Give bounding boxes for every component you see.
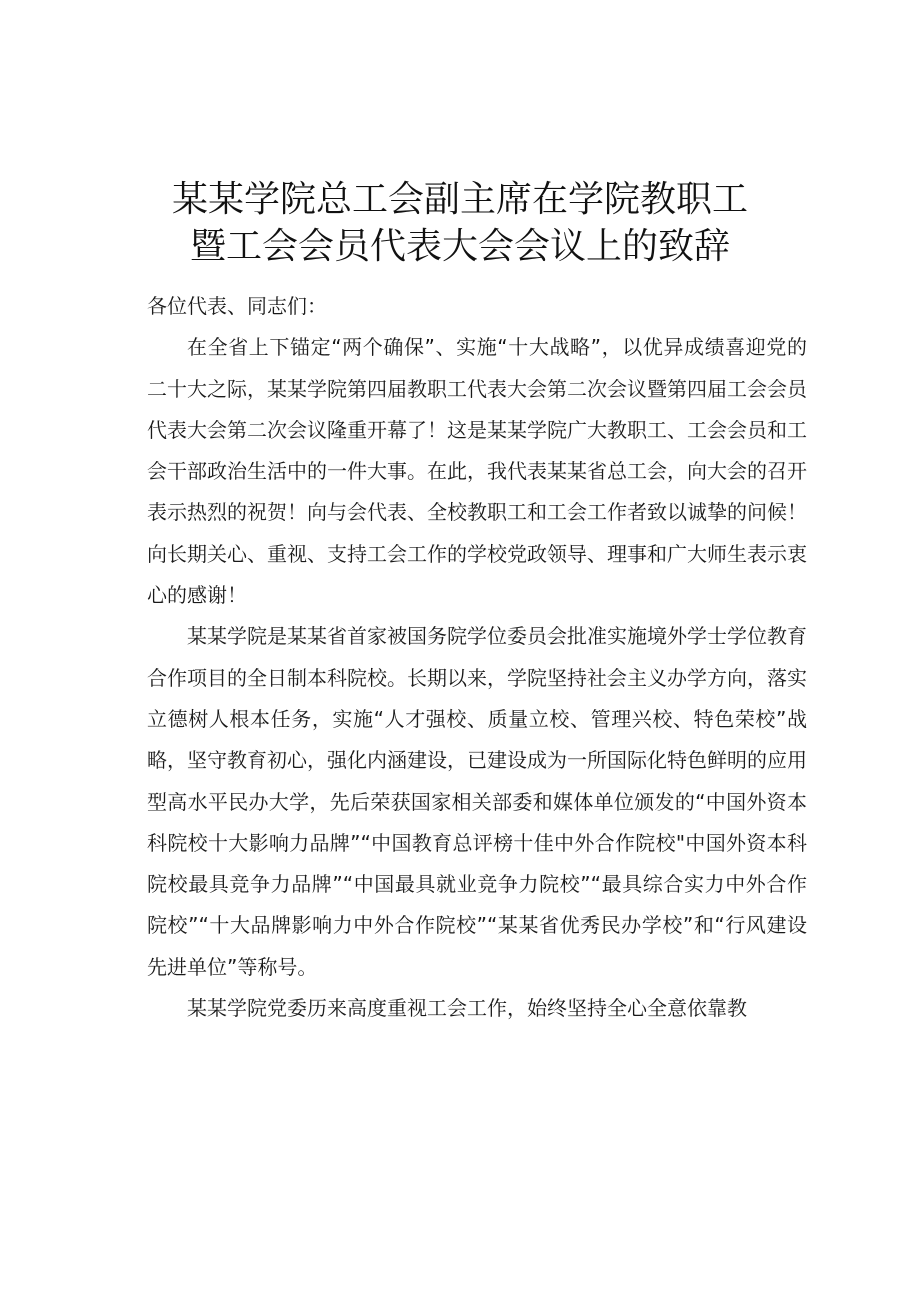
title-line-2: 暨工会会员代表大会会议上的致辞 bbox=[189, 226, 730, 268]
salutation: 各位代表、同志们： bbox=[147, 294, 327, 318]
document-title bbox=[120, 176, 800, 270]
document-body bbox=[147, 286, 807, 1029]
paragraph-party-committee: 某某学院党委历来高度重视工会工作，始终坚持全心全意依靠教 bbox=[187, 996, 747, 1021]
paragraph-congratulations: 在全省上下锚定“两个确保”、实施“十大战略”，以优异成绩喜迎党的二十大之际，某某学院第四届教职工代表大会第二次会议暨第四届工会会员代表大会第二次会议隆重开幕了！这是某某学院广大教职工、工会会员和工会干部政治生活中的一件大事。在此，我代表某某省总工会，向大会的召开表示热烈的祝贺！向与会代表、全校教职工和工会工作者致以诚挚的问候！向长期关心、重视、支持工会工作的学校党政领导、理事和广大师生表示衷心的感谢！ bbox=[147, 335, 807, 608]
title-line-1: 某某学院总工会副主席在学院教职工 bbox=[171, 179, 748, 221]
paragraph-college-intro: 某某学院是某某省首家被国务院学位委员会批准实施境外学士学位教育合作项目的全日制本科院校。长期以来，学院坚持社会主义办学方向，落实立德树人根本任务，实施“人才强校、质量立校、管理兴校、特色荣校”战略，坚守教育初心，强化内涵建设，已建设成为一所国际化特色鲜明的应用型高水平民办大学，先后荣获国家相关部委和媒体单位颁发的“中国外资本科院校十大影响力品牌”“中国教育总评榜十佳中外合作院校"中国外资本科院校最具竞争力品牌”“中国最具就业竞争力院校”“最具综合实力中外合作院校”“十大品牌影响力中外合作院校”“某某省优秀民办学校”和“行风建设先进单位”等称号。 bbox=[147, 624, 807, 979]
